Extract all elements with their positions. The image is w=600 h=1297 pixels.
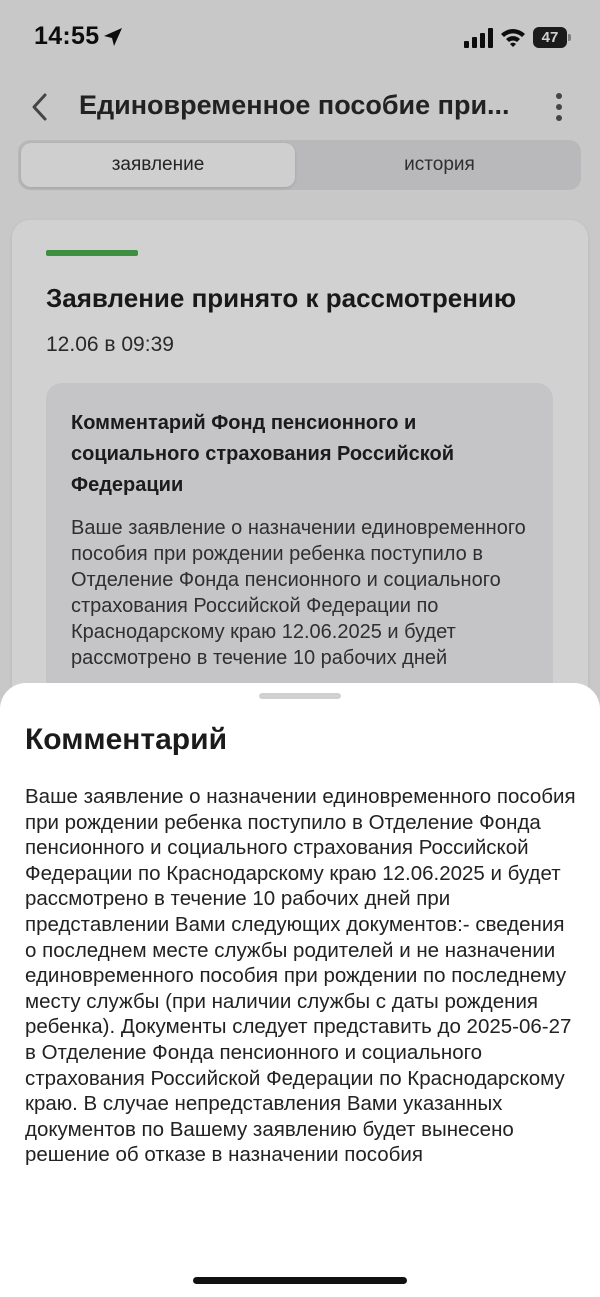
sheet-title: Комментарий	[25, 723, 228, 756]
status-date: 12.06 в 09:39	[46, 333, 174, 356]
comment-bottom-sheet	[0, 683, 600, 1297]
status-title: Заявление принято к рассмотрению	[46, 283, 517, 313]
sheet-comment-text: Ваше заявление о назначении единовременного пособия при рождении ребенка поступило в Отделение Фонда пенсионного и социального страхования Российской Федерации по Краснодарскому краю 12.06.2025 и будет рассмотрено в течение 10 рабочих дней при представлении Вами следующих документов:- сведения о последнем месте службы родителей и не назначении единовременного пособия при рождении по последнему месту службы (при наличии службы с даты рождения ребенка). Документы следует представить до 2025-06-27 в Отделение Фонда пенсионного и социального страхования Российской Федерации по Краснодарскому краю. В случае непредставления Вами указанных документов по Вашему заявлению будет вынесено решение об отказе в назначении пособия	[25, 785, 576, 1167]
status-time: 14:55	[34, 22, 100, 50]
sheet-grabber[interactable]	[259, 693, 341, 699]
battery-indicator: 47	[533, 27, 567, 48]
home-indicator[interactable]	[193, 1277, 407, 1284]
page-title: Единовременное пособие при...	[79, 90, 510, 120]
comment-heading: Комментарий Фонд пенсионного и социального страхования Российской Федерации	[71, 412, 455, 496]
tab-history[interactable]: история	[404, 154, 475, 175]
tab-application[interactable]: заявление	[21, 143, 295, 187]
comment-preview: Ваше заявление о назначении единовременного пособия при рождении ребенка поступило в Отделение Фонда пенсионного и социального страхования Российской Федерации по Краснодарскому краю 12.06.2025 и будет рассмотрено в течение 10 рабочих дней	[71, 517, 526, 669]
